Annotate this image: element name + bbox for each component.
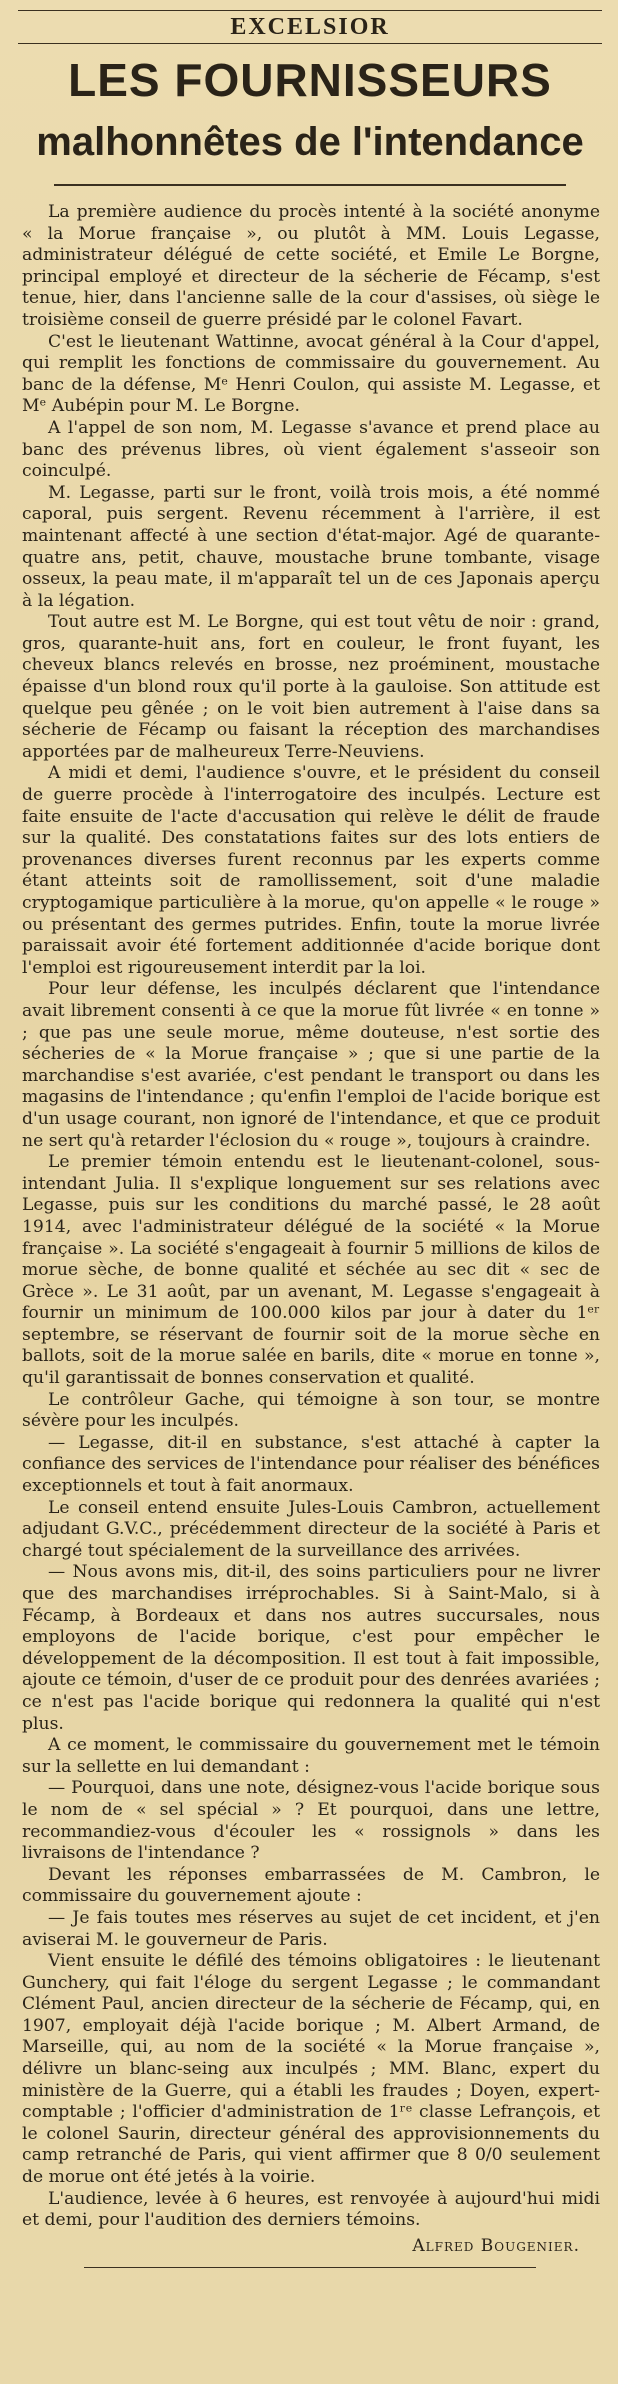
paragraph: A ce moment, le commissaire du gouvernement met le témoin sur la sellette en lui demandant :: [22, 1735, 600, 1777]
paragraph: Le conseil entend ensuite Jules-Louis Cambron, actuellement adjudant G.V.C., précédemment directeur de la société à Paris et chargé tout spécialement de la surveillance des arrivées.: [22, 1497, 600, 1561]
article-body: [14, 202, 606, 2257]
paragraph: M. Legasse, parti sur le front, voilà trois mois, a été nommé caporal, puis sergent. Revenu récemment à l'arrière, il est maintenant affecté à une section d'état-major. Agé de quarante-quatre ans, petit, chauve, moustache brune tombante, visage osseux, la peau mate, il m'apparaît tel un de ces Japonais aperçu à la légation.: [22, 482, 600, 611]
masthead: [18, 11, 602, 44]
paragraph: Pour leur défense, les inculpés déclarent que l'intendance avait librement consenti à ce que la morue fût livrée « en tonne » ; que pas une seule morue, même douteuse, n'est sortie des sécheries de « la Morue française » ; que si une partie de la marchandise s'est avariée, c'est pendant le transport ou dans les magasins de l'intendance ; qu'enfin l'emploi de l'acide borique est d'un usage courant, non ignoré de l'intendance, et que ce produit ne sert qu'à retarder l'éclosion du « rouge », toujours à craindre.: [22, 979, 600, 1151]
paragraph: La première audience du procès intenté à la société anonyme « la Morue française », ou plutôt à MM. Louis Legasse, administrateur délégué de cette société, et Emile Le Borgne, principal employé et directeur de la sécherie de Fécamp, s'est tenue, hier, dans l'ancienne salle de la cour d'assises, où siège le troisième conseil de guerre présidé par le colonel Favart.: [22, 202, 600, 330]
paragraph: Le contrôleur Gache, qui témoigne à son tour, se montre sévère pour les inculpés.: [22, 1389, 600, 1432]
paragraph: C'est le lieutenant Wattinne, avocat général à la Cour d'appel, qui remplit les fonctions de commissaire du gouvernement. Au banc de la défense, Mᵉ Henri Coulon, qui assiste M. Legasse, et Mᵉ Aubépin pour M. Le Borgne.: [22, 331, 600, 417]
article-subheadline: malhonnêtes de l'intendance: [36, 120, 584, 164]
article-end-rule: [84, 2267, 536, 2268]
paragraph: — Je fais toutes mes réserves au sujet de cet incident, et j'en aviserai M. le gouverneur de Paris.: [22, 1907, 600, 1950]
paragraph: Tout autre est M. Le Borgne, qui est tout vêtu de noir : grand, gros, quarante-huit ans, fort en couleur, le front fuyant, les cheveux blancs relevés en brosse, nez proéminent, moustache épaisse d'un blond roux qu'il porte à la gauloise. Son attitude est quelque peu gênée ; on le voit bien autrement à l'aise dans sa sécherie de Fécamp ou faisant la réception des marchandises apportées par de malheureux Terre-Neuviens.: [22, 612, 600, 762]
paragraph: — Pourquoi, dans une note, désignez-vous l'acide borique sous le nom de « sel spécial » ? Et pourquoi, dans une lettre, recommandiez-vous d'écouler les « rossignols » dans les livraisons de l'intendance ?: [22, 1778, 600, 1864]
author-signature: Alfred Bougenier.: [412, 2235, 580, 2256]
article-headline: LES FOURNISSEURS: [68, 54, 552, 106]
paragraph: — Nous avons mis, dit-il, des soins particuliers pour ne livrer que des marchandises irréprochables. Si à Saint-Malo, si à Fécamp, à Bordeaux et dans nos autres succursales, nous employons de l'acide borique, c'est pour empêcher le développement de la décomposition. Il est tout à fait impossible, ajoute ce témoin, d'user de ce produit pour des denrées avariées ; ce n'est pas l'acide borique qui redonnera la qualité qui n'est plus.: [22, 1562, 600, 1734]
paragraph: L'audience, levée à 6 heures, est renvoyée à aujourd'hui midi et demi, pour l'audition des derniers témoins.: [22, 2188, 600, 2231]
paragraph: A midi et demi, l'audience s'ouvre, et le président du conseil de guerre procède à l'interrogatoire des inculpés. Lecture est faite ensuite de l'acte d'accusation qui relève le délit de fraude sur la qualité. Des constatations faites sur des lots entiers de provenances diverses furent reconnus par les experts comme étant atteints soit de ramollissement, soit d'une maladie cryptogamique particulière à la morue, qu'on appelle « le rouge » ou présentant des germes putrides. Enfin, toute la morue livrée paraissait avoir été fortement additionnée d'acide borique dont l'emploi est rigoureusement interdit par la loi.: [22, 763, 600, 978]
paragraph: Vient ensuite le défilé des témoins obligatoires : le lieutenant Gunchery, qui fait l'éloge du sergent Legasse ; le commandant Clément Paul, ancien directeur de la sécherie de Fécamp, qui, en 1907, employait déjà l'acide borique ; M. Albert Armand, de Marseille, qui, au nom de la société « la Morue française », délivre un blanc-seing aux inculpés ; MM. Blanc, expert du ministère de la Guerre, qui a établi les fraudes ; Doyen, expert-comptable ; l'officier d'administration de 1ʳᵉ classe Lefrançois, et le colonel Saurin, directeur général des approvisionnements du camp retranché de Paris, qui vient affirmer que 8 0/0 seulement de morue ont été jetés à la voirie.: [22, 1951, 600, 2188]
newspaper-name: EXCELSIOR: [230, 13, 390, 40]
headline-divider: [54, 184, 566, 186]
paragraph: Le premier témoin entendu est le lieutenant-colonel, sous-intendant Julia. Il s'explique longuement sur ses relations avec Legasse, puis sur les conditions du marché passé, le 28 août 1914, avec l'administrateur délégué de la société « la Morue française ». La société s'engageait à fournir 5 millions de kilos de morue sèche, de bonne qualité et séchée au sec dit « sec de Grèce ». Le 31 août, par un avenant, M. Legasse s'engageait à fournir un minimum de 100.000 kilos par jour à dater du 1ᵉʳ septembre, se réservant de fournir soit de la morue sèche en ballots, soit de la morue salée en barils, dite « morue en tonne », qu'il garantissait de bonnes conservation et qualité.: [22, 1152, 600, 1389]
paragraph: A l'appel de son nom, M. Legasse s'avance et prend place au banc des prévenus libres, où vient également s'asseoir son coinculpé.: [22, 417, 600, 482]
paragraph: Devant les réponses embarrassées de M. Cambron, le commissaire du gouvernement ajoute :: [22, 1864, 600, 1907]
paragraph: — Legasse, dit-il en substance, s'est attaché à capter la confiance des services de l'intendance pour réaliser des bénéfices exceptionnels et tout à fait anormaux.: [22, 1432, 600, 1497]
